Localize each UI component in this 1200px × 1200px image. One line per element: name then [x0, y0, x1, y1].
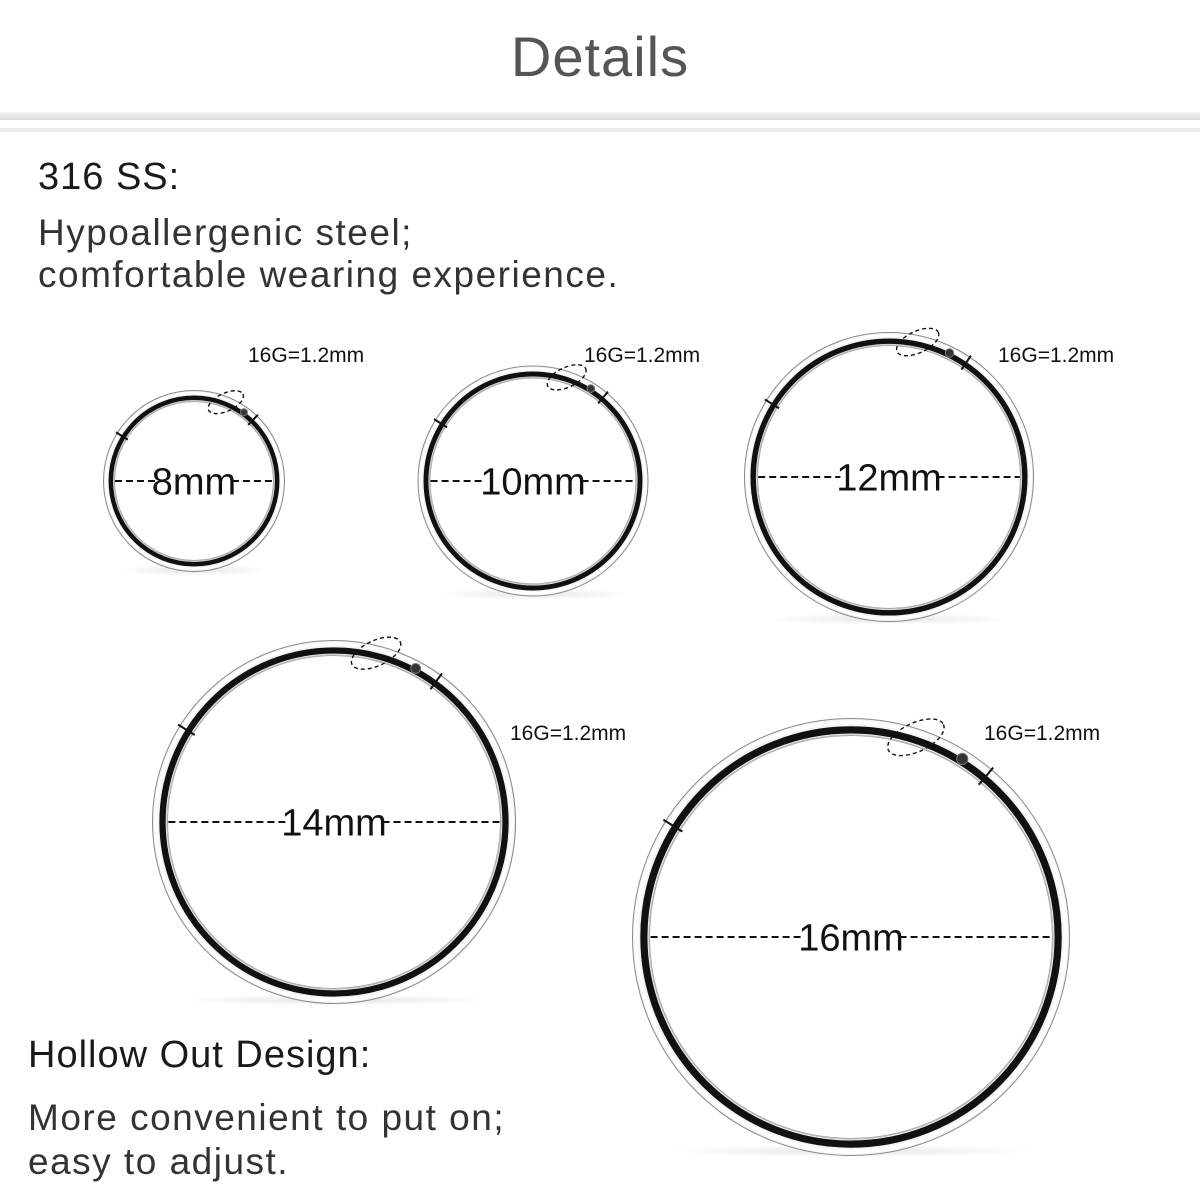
size-label: 14mm [281, 802, 387, 845]
page-title: Details [510, 25, 690, 88]
design-line: easy to adjust. [28, 1141, 290, 1182]
ring-12mm [747, 323, 1114, 625]
hinge-pin [957, 753, 968, 764]
gauge-label: 16G=1.2mm [248, 344, 365, 367]
size-label: 16mm [798, 917, 904, 960]
size-label: 10mm [480, 461, 586, 504]
size-label: 12mm [836, 457, 942, 500]
hinge-pin [411, 663, 421, 673]
hinge-pin [587, 385, 595, 393]
design-line: More convenient to put on; [28, 1097, 506, 1138]
gauge-label: 16G=1.2mm [510, 722, 627, 745]
material-heading: 316 SS: [38, 156, 181, 198]
ring-14mm [156, 631, 626, 1006]
gauge-label: 16G=1.2mm [998, 344, 1115, 367]
material-line: comfortable wearing experience. [38, 254, 620, 295]
material-line: Hypoallergenic steel; [38, 212, 413, 253]
gauge-label: 16G=1.2mm [584, 344, 701, 367]
ring-10mm [421, 344, 700, 600]
hinge-pin [240, 409, 247, 416]
ring-16mm [636, 711, 1100, 1157]
hinge-pin [945, 349, 953, 357]
size-label: 8mm [151, 461, 237, 504]
ring-8mm [106, 344, 364, 576]
design-heading: Hollow Out Design: [28, 1034, 372, 1076]
gauge-label: 16G=1.2mm [984, 722, 1101, 745]
